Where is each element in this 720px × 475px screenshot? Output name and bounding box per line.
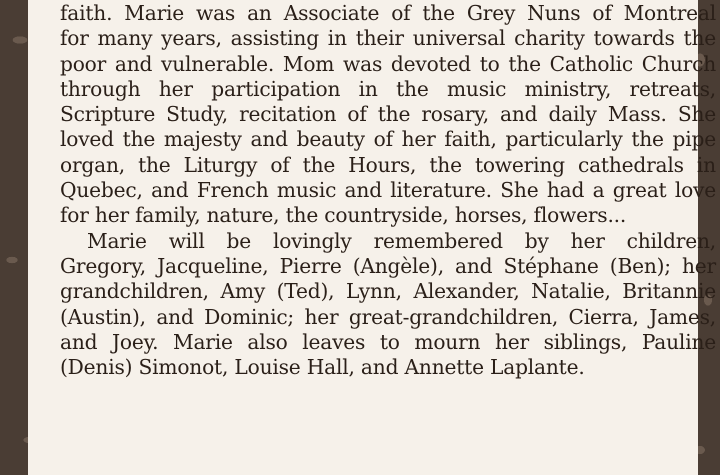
text-line: organ, the Liturgy of the Hours, the towering cathedrals in <box>60 152 716 177</box>
text-line: faith. Marie was an Associate of the Grey Nuns of Montreal <box>60 1 716 25</box>
obituary-text <box>60 1 716 380</box>
text-line: for her family, nature, the countryside, horses, flowers... <box>60 203 627 228</box>
text-line: through her participation in the music ministry, retreats, <box>60 76 716 101</box>
text-line: grandchildren, Amy (Ted), Lynn, Alexander, Natalie, Britannie <box>60 279 716 304</box>
text-line: Scripture Study, recitation of the rosary, and daily Mass. She <box>60 102 716 127</box>
text-line: Quebec, and French music and literature. She had a great love <box>60 178 716 203</box>
text-line: (Austin), and Dominic; her great-grandchildren, Cierra, James, <box>60 304 716 329</box>
text-line: for many years, assisting in their universal charity towards the <box>60 26 716 51</box>
text-line: (Denis) Simonot, Louise Hall, and Annette Laplante. <box>60 355 585 380</box>
text-line: loved the majesty and beauty of her faith, particularly the pipe <box>60 127 716 152</box>
obituary-paper <box>28 0 716 475</box>
text-line: Marie will be lovingly remembered by her children, <box>87 228 716 253</box>
text-line: Gregory, Jacqueline, Pierre (Angèle), and Stéphane (Ben); her <box>60 253 716 278</box>
text-line: and Joey. Marie also leaves to mourn her siblings, Pauline <box>60 329 716 354</box>
text-line: poor and vulnerable. Mom was devoted to the Catholic Church <box>60 51 716 76</box>
